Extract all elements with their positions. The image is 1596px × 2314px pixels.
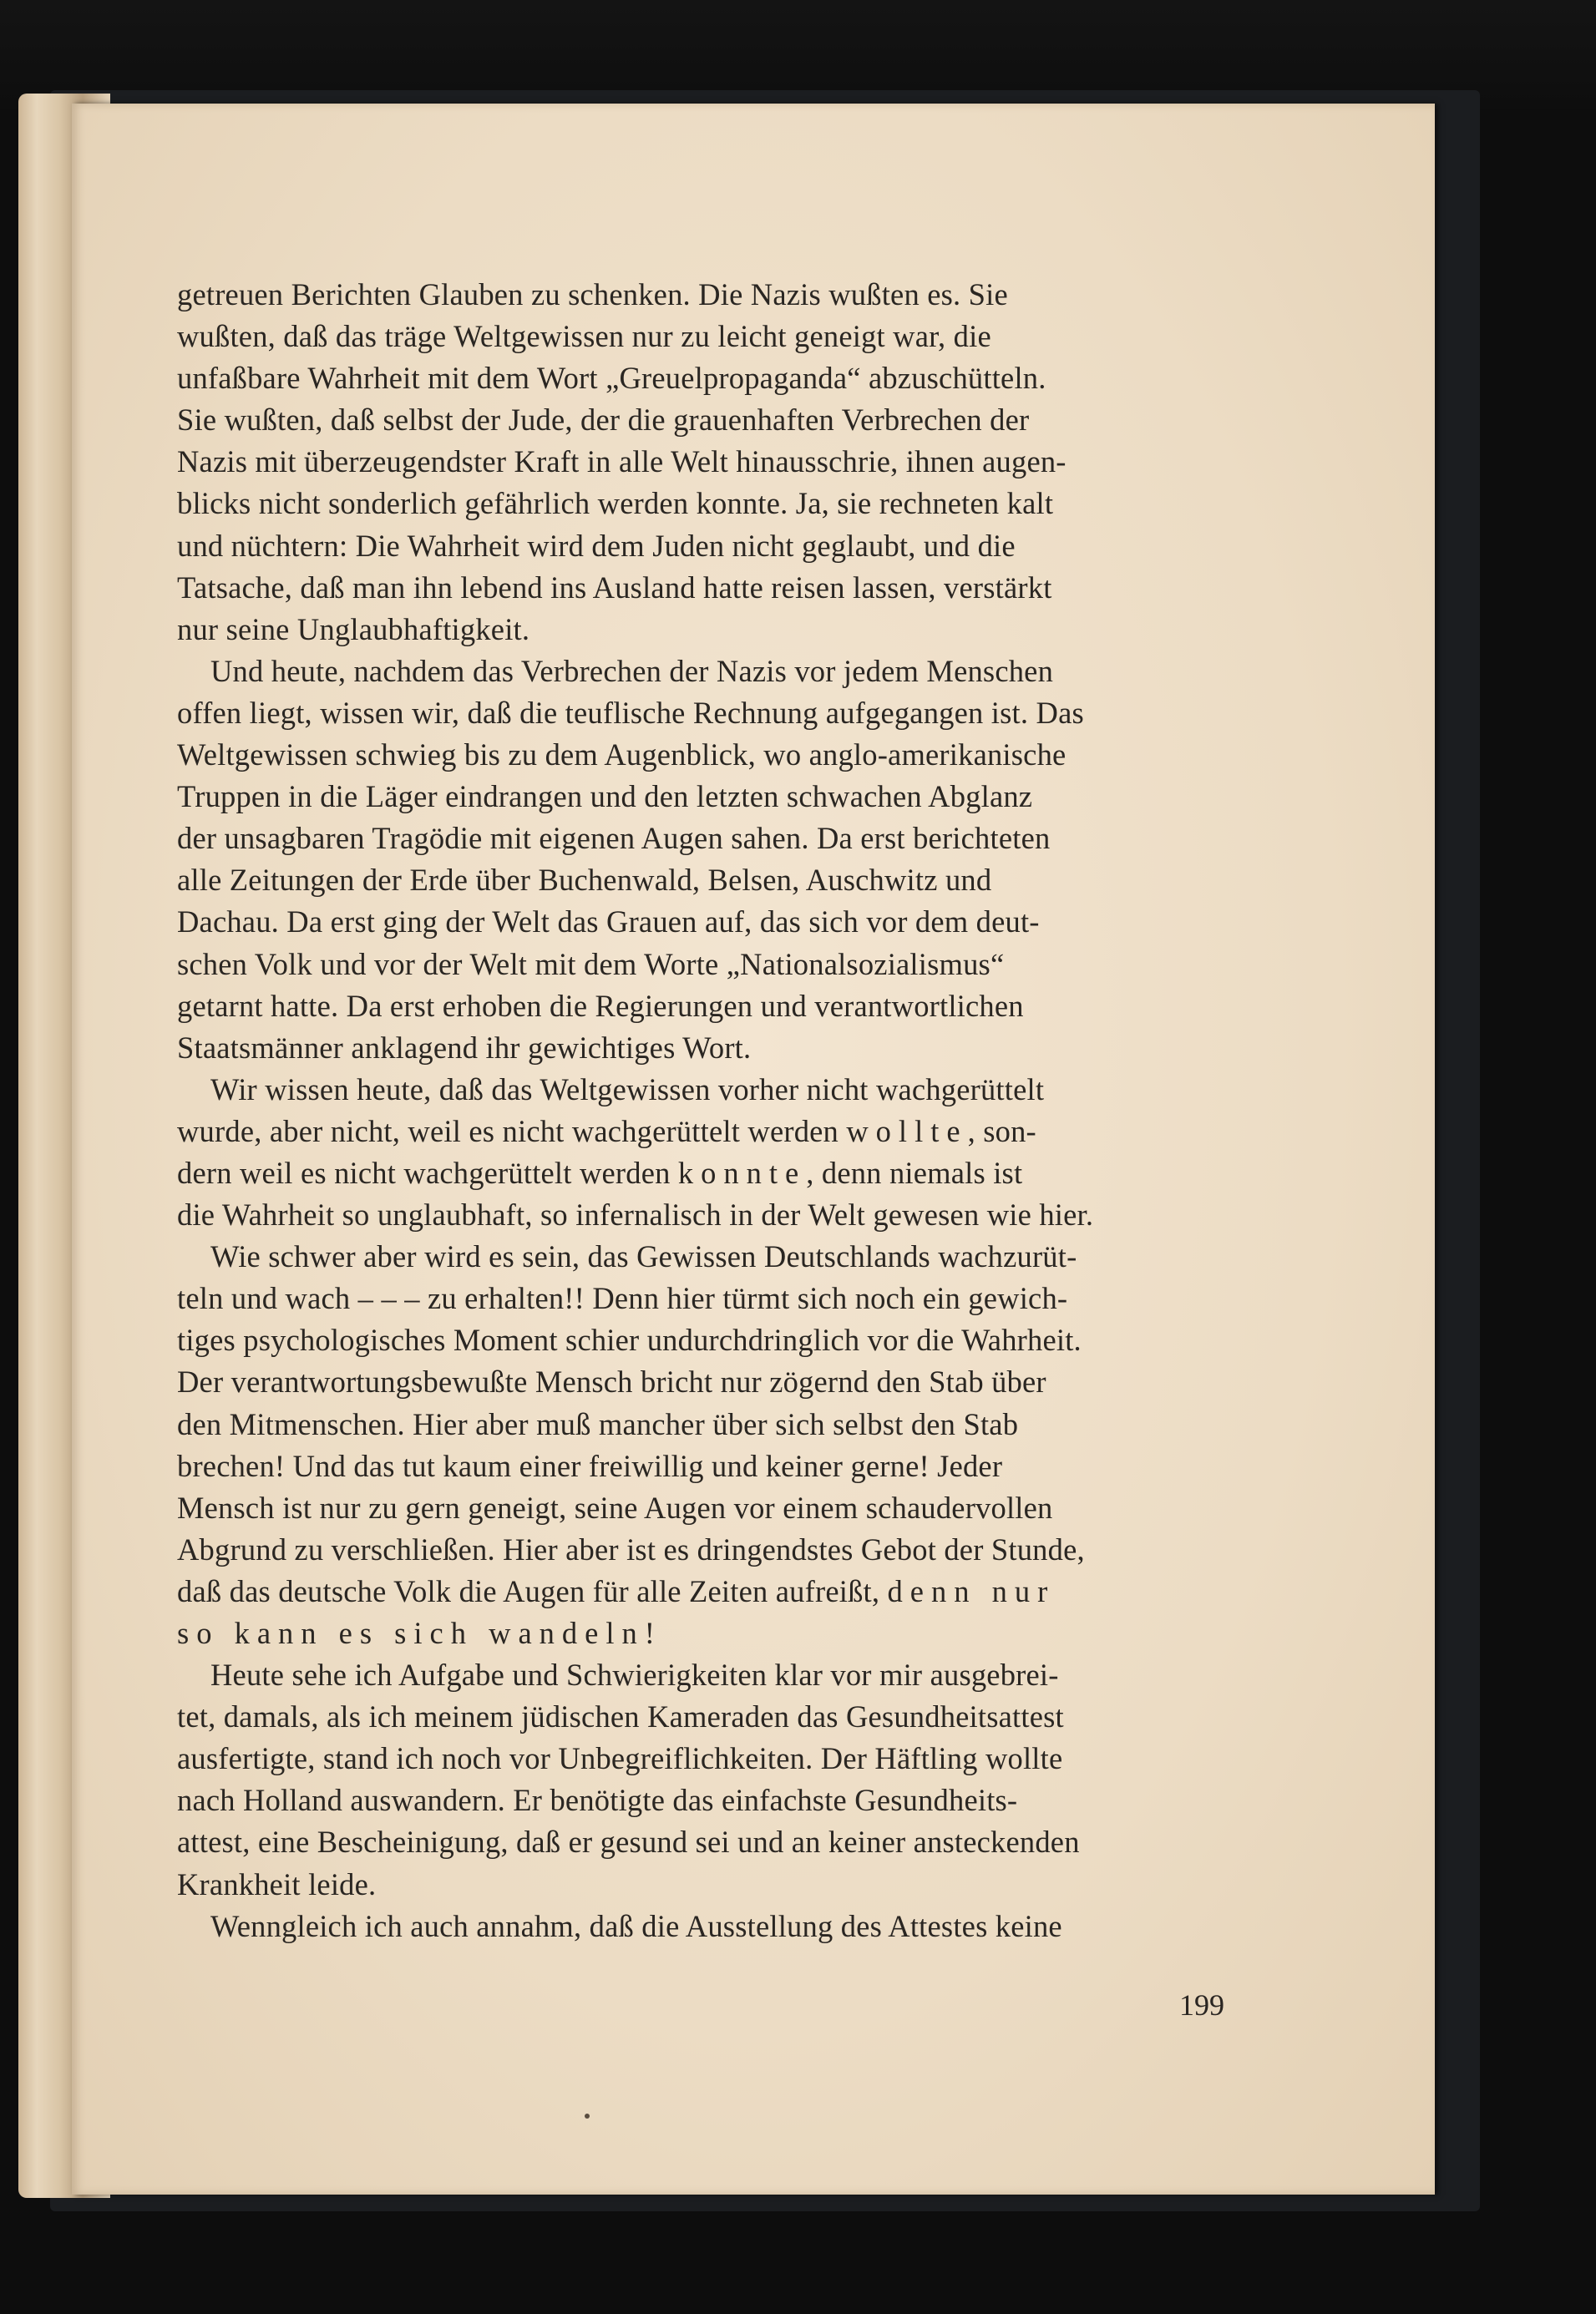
paragraph: [177, 651, 1224, 1069]
text-line: schen Volk und vor der Welt mit dem Worte „Nationalsozialismus“: [177, 946, 1005, 981]
page-number: 199: [1179, 1988, 1224, 2022]
text-line: Abgrund zu verschließen. Hier aber ist es dringendstes Gebot der Stunde,: [177, 1532, 1085, 1567]
text-line: Wir wissen heute, daß das Weltgewissen vorher nicht wachgerüttelt: [210, 1071, 1045, 1106]
text-line: attest, eine Bescheinigung, daß er gesund sei und an keiner ansteckenden: [177, 1825, 1080, 1860]
text-line: die Wahrheit so unglaubhaft, so infernalisch in der Welt gewesen wie hier.: [177, 1198, 1094, 1233]
text-line: Wie schwer aber wird es sein, das Gewissen Deutschlands wachzurüt-: [210, 1239, 1077, 1274]
text-line: Krankheit leide.: [177, 1866, 377, 1901]
text-line: wußten, daß das träge Weltgewissen nur zu leicht geneigt war, die: [177, 319, 991, 354]
body-text: [177, 274, 1224, 1947]
text-line: und nüchtern: Die Wahrheit wird dem Juden nicht geglaubt, und die: [177, 528, 1016, 563]
text-line: Truppen in die Läger eindrangen und den letzten schwachen Abglanz: [177, 779, 1033, 814]
text-line: wurde, aber nicht, weil es nicht wachgerüttelt werden wollte, son-: [177, 1113, 1036, 1148]
text-line: teln und wach – – – zu erhalten!! Denn hier türmt sich noch ein gewich-: [177, 1281, 1068, 1316]
paragraph: [177, 274, 1224, 651]
text-line: nach Holland auswandern. Er benötigte das einfachste Gesundheits-: [177, 1783, 1018, 1818]
text-line: Heute sehe ich Aufgabe und Schwierigkeiten klar vor mir ausgebrei-: [210, 1658, 1059, 1693]
text-line: alle Zeitungen der Erde über Buchenwald, Belsen, Auschwitz und: [177, 863, 992, 898]
text-line: Mensch ist nur zu gern geneigt, seine Augen vor einem schaudervollen: [177, 1490, 1053, 1525]
text-line: blicks nicht sonderlich gefährlich werden konnte. Ja, sie rechneten kalt: [177, 486, 1054, 521]
emphasis-spaced: konnte: [677, 1155, 807, 1190]
text-line: tiges psychologisches Moment schier undurchdringlich vor die Wahrheit.: [177, 1323, 1082, 1358]
text-line: Staatsmänner anklagend ihr gewichtiges Wort.: [177, 1030, 752, 1065]
text-line: offen liegt, wissen wir, daß die teuflische Rechnung aufgegangen ist. Das: [177, 695, 1084, 730]
emphasis-spaced: wollte: [846, 1113, 968, 1148]
text-line: tet, damals, als ich meinem jüdischen Kameraden das Gesundheitsattest: [177, 1699, 1064, 1734]
paragraph: [177, 1069, 1224, 1236]
text-line: daß das deutsche Volk die Augen für alle Zeiten aufreißt, denn nur: [177, 1573, 1056, 1608]
text-line: Dachau. Da erst ging der Welt das Grauen auf, das sich vor dem deut-: [177, 904, 1040, 939]
paragraph: [177, 1236, 1224, 1654]
text-line: so kann es sich wandeln!: [177, 1616, 656, 1650]
text-line: unfaßbare Wahrheit mit dem Wort „Greuelpropaganda“ abzuschütteln.: [177, 361, 1046, 396]
text-line: der unsagbaren Tragödie mit eigenen Augen sahen. Da erst berichteten: [177, 821, 1051, 856]
text-line: Weltgewissen schwieg bis zu dem Augenblick, wo anglo-amerikanische: [177, 737, 1067, 772]
text-line: Sie wußten, daß selbst der Jude, der die grauenhaften Verbrechen der: [177, 403, 1030, 438]
text-line: Nazis mit überzeugendster Kraft in alle Welt hinausschrie, ihnen augen-: [177, 444, 1067, 479]
text-line: Der verantwortungsbewußte Mensch bricht nur zögernd den Stab über: [177, 1365, 1046, 1400]
text-line: brechen! Und das tut kaum einer freiwillig und keiner gerne! Jeder: [177, 1448, 1003, 1483]
text-line: getreuen Berichten Glauben zu schenken. Die Nazis wußten es. Sie: [177, 277, 1008, 311]
emphasis-spaced: so kann es sich wandeln: [177, 1616, 645, 1650]
text-line: getarnt hatte. Da erst erhoben die Regierungen und verantwortlichen: [177, 988, 1024, 1023]
text-line: Wenngleich ich auch annahm, daß die Ausstellung des Attestes keine: [210, 1908, 1062, 1943]
page-mark: [585, 2114, 590, 2119]
paragraph: [177, 1654, 1224, 1906]
text-line: Tatsache, daß man ihn lebend ins Ausland hatte reisen lassen, verstärkt: [177, 570, 1052, 605]
text-line: dern weil es nicht wachgerüttelt werden konnte, denn niemals ist: [177, 1155, 1023, 1190]
text-line: den Mitmenschen. Hier aber muß mancher über sich selbst den Stab: [177, 1406, 1019, 1441]
emphasis-spaced: denn nur: [887, 1573, 1056, 1608]
text-line: ausfertigte, stand ich noch vor Unbegreiflichkeiten. Der Häftling wollte: [177, 1741, 1063, 1776]
text-line: nur seine Unglaubhaftigkeit.: [177, 611, 530, 646]
paragraph: [177, 1906, 1224, 1947]
text-line: Und heute, nachdem das Verbrechen der Nazis vor jedem Menschen: [210, 653, 1054, 688]
